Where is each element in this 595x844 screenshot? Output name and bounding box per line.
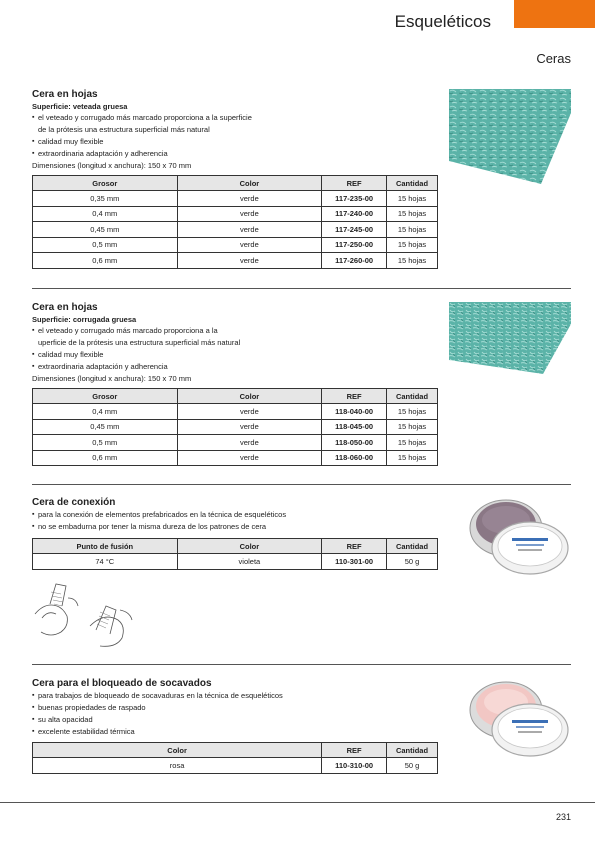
- cell-quantity: 15 hojas: [387, 419, 438, 435]
- column-header: Cantidad: [387, 389, 438, 404]
- section-title: Cera para el bloqueado de socavados: [32, 678, 212, 689]
- cell-ref: 118-060-00: [322, 450, 387, 466]
- cell-thickness: 0,6 mm: [33, 253, 178, 269]
- cell-quantity: 50 g: [387, 758, 438, 774]
- cell-quantity: 15 hojas: [387, 191, 438, 207]
- table-header-row: [33, 539, 438, 554]
- cell-quantity: 15 hojas: [387, 404, 438, 420]
- table-row: [33, 253, 438, 269]
- section-divider: [32, 288, 571, 289]
- section-subtitle: Superficie: corrugada gruesa: [32, 315, 137, 324]
- cell-thickness: 0,5 mm: [33, 237, 178, 253]
- column-header: Grosor: [33, 176, 178, 191]
- table-header-row: [33, 176, 438, 191]
- table-row: [33, 237, 438, 253]
- cell-quantity: 15 hojas: [387, 206, 438, 222]
- page-title: Esqueléticos: [394, 12, 491, 31]
- bullet-continuation: uperficie de la prótesis una estructura superficial más natural: [38, 338, 241, 347]
- cell-color: verde: [177, 191, 322, 207]
- cell-quantity: 50 g: [387, 554, 438, 570]
- column-header: Cantidad: [387, 176, 438, 191]
- cell-ref: 117-250-00: [322, 237, 387, 253]
- bullet-item: ▪ el veteado y corrugado más marcado proporciona a la superficie: [32, 112, 470, 124]
- cell-thickness: 0,45 mm: [33, 222, 178, 238]
- dimensions-text: Dimensiones (longitud x anchura): 150 x 70 mm: [32, 161, 192, 170]
- column-header: REF: [322, 176, 387, 191]
- bullet-item: ▪ el veteado y corrugado más marcado proporciona a la: [32, 325, 470, 337]
- section-cera-hojas-corrugada: [32, 302, 470, 466]
- cell-thickness: 0,45 mm: [33, 419, 178, 435]
- section-divider: [32, 664, 571, 665]
- cell-quantity: 15 hojas: [387, 435, 438, 451]
- cell-ref: 117-245-00: [322, 222, 387, 238]
- table-row: [33, 450, 438, 466]
- table-row: [33, 758, 438, 774]
- table-row: [33, 435, 438, 451]
- wax-jar-pink-image: [464, 672, 574, 764]
- table-row: [33, 222, 438, 238]
- product-table: [32, 175, 438, 269]
- cell-ref: 117-240-00: [322, 206, 387, 222]
- bullet-item: ▪ buenas propiedades de raspado: [32, 702, 470, 714]
- cell-quantity: 15 hojas: [387, 253, 438, 269]
- table-row: [33, 404, 438, 420]
- column-header: REF: [322, 539, 387, 554]
- cell-color: violeta: [177, 554, 322, 570]
- table-row: [33, 191, 438, 207]
- cell-ref: 118-045-00: [322, 419, 387, 435]
- bullet-item: ▪ extraordinaria adaptación y adherencia: [32, 361, 470, 373]
- cell-color: verde: [177, 222, 322, 238]
- cell-ref: 118-050-00: [322, 435, 387, 451]
- cell-color: rosa: [33, 758, 322, 774]
- wax-jar-violet-image: [464, 490, 574, 582]
- cell-color: verde: [177, 237, 322, 253]
- section-title: Cera en hojas: [32, 302, 98, 313]
- bullet-item: ▪ calidad muy flexible: [32, 136, 470, 148]
- table-header-row: [33, 389, 438, 404]
- chapter-tab: [514, 0, 595, 28]
- page-subtitle: Ceras: [536, 51, 571, 66]
- bullet-item: ▪ calidad muy flexible: [32, 349, 470, 361]
- cell-thickness: 0,4 mm: [33, 404, 178, 420]
- cell-thickness: 0,6 mm: [33, 450, 178, 466]
- column-header: Cantidad: [387, 743, 438, 758]
- column-header: REF: [322, 743, 387, 758]
- table-row: [33, 554, 438, 570]
- cell-quantity: 15 hojas: [387, 222, 438, 238]
- page-number: 231: [555, 812, 571, 822]
- section-title: Cera en hojas: [32, 89, 98, 100]
- cell-color: verde: [177, 253, 322, 269]
- section-cera-hojas-veteada: [32, 89, 470, 269]
- cell-color: verde: [177, 450, 322, 466]
- cell-color: verde: [177, 435, 322, 451]
- column-header: Punto de fusión: [33, 539, 178, 554]
- cell-thickness: 0,4 mm: [33, 206, 178, 222]
- cell-ref: 117-235-00: [322, 191, 387, 207]
- bullet-item: ▪ excelente estabilidad térmica: [32, 726, 470, 738]
- column-header: REF: [322, 389, 387, 404]
- bullet-item: ▪ su alta opacidad: [32, 714, 470, 726]
- cell-thickness: 0,5 mm: [33, 435, 178, 451]
- cell-quantity: 15 hojas: [387, 237, 438, 253]
- cell-thickness: 0,35 mm: [33, 191, 178, 207]
- product-table: [32, 742, 438, 774]
- section-divider: [32, 484, 571, 485]
- bullet-item: ▪ para trabajos de bloqueado de socavaduras en la técnica de esqueléticos: [32, 690, 470, 702]
- section-title: Cera de conexión: [32, 497, 116, 508]
- table-row: [33, 419, 438, 435]
- dimensions-text: Dimensiones (longitud x anchura): 150 x 70 mm: [32, 374, 192, 383]
- table-header-row: [33, 743, 438, 758]
- section-subtitle: Superficie: veteada gruesa: [32, 102, 128, 111]
- cell-quantity: 15 hojas: [387, 450, 438, 466]
- wax-sheet-veined-image: [449, 89, 571, 184]
- cell-color: verde: [177, 206, 322, 222]
- table-row: [33, 206, 438, 222]
- cell-ref: 118-040-00: [322, 404, 387, 420]
- bullet-item: ▪ para la conexión de elementos prefabricados en la técnica de esqueléticos: [32, 509, 470, 521]
- column-header: Color: [177, 389, 322, 404]
- column-header: Color: [33, 743, 322, 758]
- footer-divider: [0, 802, 595, 803]
- column-header: Grosor: [33, 389, 178, 404]
- cell-color: verde: [177, 419, 322, 435]
- product-table: [32, 538, 438, 570]
- bullet-continuation: de la prótesis una estructura superficial más natural: [38, 125, 210, 134]
- section-cera-conexion: [32, 497, 470, 570]
- wax-sheet-corrugated-image: [449, 302, 571, 397]
- column-header: Cantidad: [387, 539, 438, 554]
- cell-color: verde: [177, 404, 322, 420]
- bullet-item: ▪ extraordinaria adaptación y adherencia: [32, 148, 470, 160]
- cell-melting-point: 74 °C: [33, 554, 178, 570]
- product-table: [32, 388, 438, 466]
- section-cera-bloqueado: [32, 678, 470, 774]
- column-header: Color: [177, 539, 322, 554]
- cell-ref: 110-301-00: [322, 554, 387, 570]
- technique-illustration: [30, 574, 140, 654]
- cell-ref: 110-310-00: [322, 758, 387, 774]
- cell-ref: 117-260-00: [322, 253, 387, 269]
- bullet-item: ▪ no se embadurna por tener la misma dureza de los patrones de cera: [32, 521, 470, 533]
- column-header: Color: [177, 176, 322, 191]
